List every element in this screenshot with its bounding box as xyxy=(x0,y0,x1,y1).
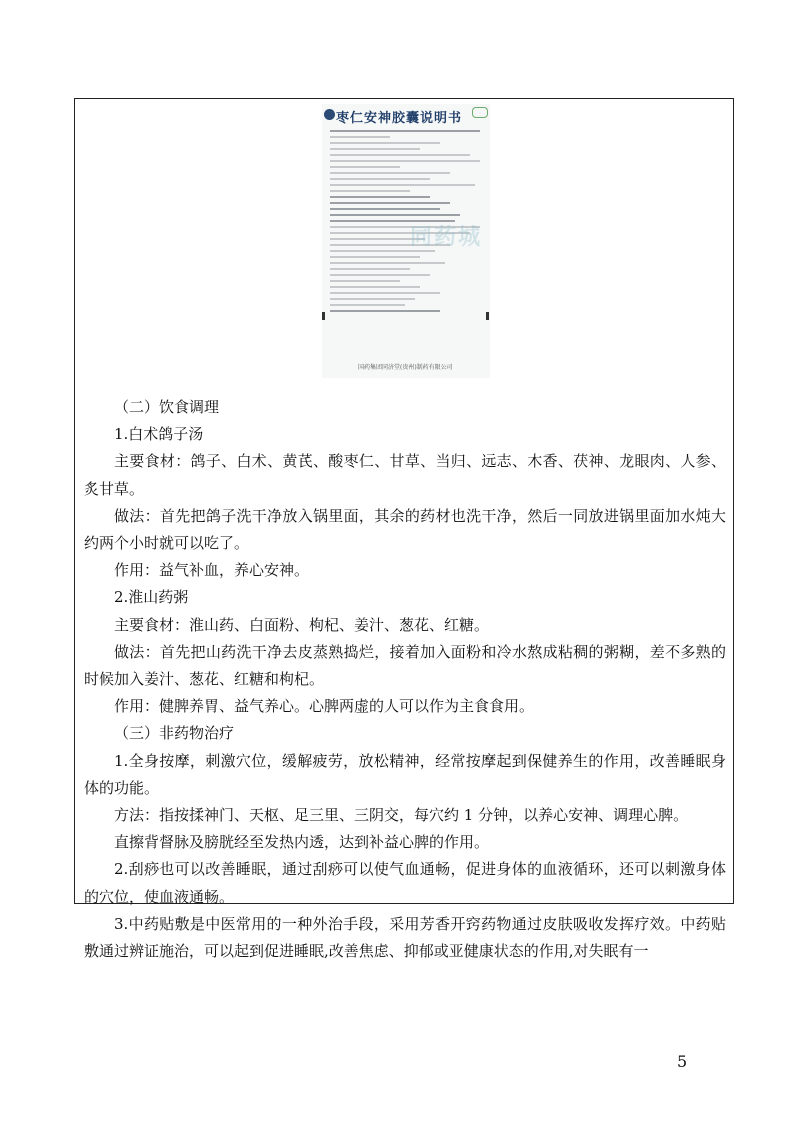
paragraph: 作用：健脾养胃、益气养心。心脾两虚的人可以作为主食食用。 xyxy=(114,697,535,716)
crop-mark-icon xyxy=(486,312,489,320)
leaflet-company: 国药集团同济堂(贵州)制药有限公司 xyxy=(358,364,453,371)
section-heading: （二）饮食调理 xyxy=(114,398,220,416)
section-heading: （三）非药物治疗 xyxy=(114,724,235,743)
medicine-leaflet-image xyxy=(322,104,490,378)
company-logo-icon xyxy=(324,109,335,120)
paragraph: 作用：益气补血，养心安神。 xyxy=(114,561,310,580)
paragraph: 2.刮痧也可以改善睡眠，通过刮痧可以使气血通畅，促进身体的血液循环，还可以刺激身体的穴位，使血液通畅。 xyxy=(84,860,726,906)
paragraph: 方法：指按揉神门、天枢、足三里、三阴交，每穴约 1 分钟，以养心安神、调理心脾。 xyxy=(114,806,689,825)
paragraph: 主要食材：淮山药、白面粉、枸杞、姜汁、葱花、红糖。 xyxy=(114,615,490,634)
paragraph: 1.全身按摩，刺激穴位，缓解疲劳，放松精神，经常按摩起到保健养生的作用，改善睡眠身体的功能。 xyxy=(84,751,726,797)
crop-mark-icon xyxy=(322,312,325,320)
leaflet-title: 枣仁安神胶囊说明书 xyxy=(336,111,463,126)
document-body xyxy=(84,394,726,965)
paragraph: 主要食材：鸽子、白术、黄芪、酸枣仁、甘草、当归、远志、木香、茯神、龙眼肉、人参、炙甘草。 xyxy=(84,452,726,498)
paragraph: 3.中药贴敷是中医常用的一种外治手段，采用芳香开窍药物通过皮肤吸收发挥疗效。中药贴敷通过辨证施治，可以起到促进睡眠,改善焦虑、抑郁或亚健康状态的作用,对失眠有一 xyxy=(84,914,726,961)
recipe-title: 1.白术鸽子汤 xyxy=(114,425,204,444)
paragraph: 直擦背督脉及膀胱经至发热内透，达到补益心脾的作用。 xyxy=(114,833,490,852)
recipe-title: 2.淮山药粥 xyxy=(114,588,189,607)
watermark: 同药城 xyxy=(410,224,483,250)
otc-badge-icon xyxy=(472,107,488,118)
paragraph: 做法：首先把山药洗干净去皮蒸熟捣烂，接着加入面粉和冷水熬成粘稠的粥糊，差不多熟的时候加入姜汁、葱花、红糖和枸杞。 xyxy=(84,642,726,689)
page-number: 5 xyxy=(677,1052,688,1071)
paragraph: 做法：首先把鸽子洗干净放入锅里面，其余的药材也洗干净，然后一同放进锅里面加水炖大约两个小时就可以吃了。 xyxy=(84,506,726,553)
